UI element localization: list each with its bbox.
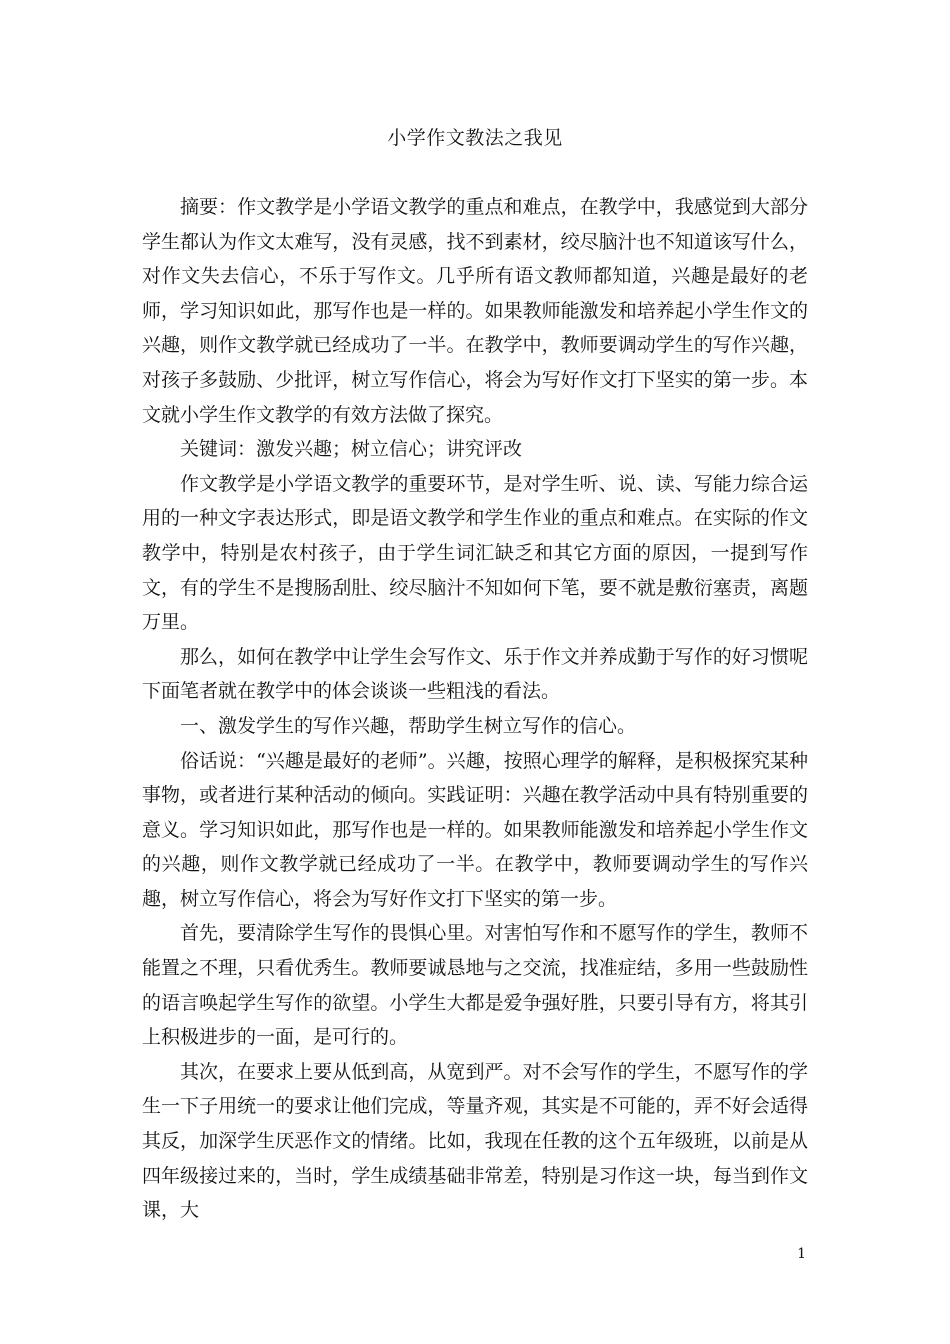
section-heading: 一、激发学生的写作兴趣，帮助学生树立写作的信心。 — [180, 714, 637, 737]
body-paragraph: 其次，在要求上要从低到高，从宽到严。对不会写作的学生，不愿写作的学生一下子用统一的要求让他们完成，等量齐观，其实是不可能的，弄不好会适得其反，加深学生厌恶作文的情绪。比如，我现在任教的这个五年级班，以前是从四年级接过来的，当时，学生成绩基础非常差，特别是习作这一块，每当到作文课，大 — [142, 1060, 808, 1222]
abstract-paragraph: 摘要：作文教学是小学语文教学的重点和难点，在教学中，我感觉到大部分学生都认为作文太难写，没有灵感，找不到素材，绞尽脑汁也不知道该写什么，对作文失去信心，不乐于写作文。几乎所有语文教师都知道，兴趣是最好的老师，学习知识如此，那写作也是一样的。如果教师能激发和培养起小学生作文的兴趣，则作文教学就已经成功了一半。在教学中，教师要调动学生的写作兴趣，对孩子多鼓励、少批评，树立写作信心，将会为写好作文打下坚实的第一步。本文就小学生作文教学的有效方法做了探究。 — [142, 196, 808, 426]
body-paragraph: 那么，如何在教学中让学生会写作文、乐于作文并养成勤于写作的好习惯呢下面笔者就在教学中的体会谈谈一些粗浅的看法。 — [142, 645, 808, 703]
body-paragraph: 俗话说：“兴趣是最好的老师”。兴趣，按照心理学的解释，是积极探究某种事物，或者进行某种活动的倾向。实践证明：兴趣在教学活动中具有特别重要的意义。学习知识如此，那写作也是一样的。如果教师能激发和培养起小学生作文的兴趣，则作文教学就已经成功了一半。在教学中，教师要调动学生的写作兴趣，树立写作信心，将会为写好作文打下坚实的第一步。 — [142, 749, 808, 910]
page-number: 1 — [797, 1246, 806, 1262]
document-body — [142, 190, 808, 1228]
body-paragraph: 首先，要清除学生写作的畏惧心里。对害怕写作和不愿写作的学生，教师不能置之不理，只看优秀生。教师要诚恳地与之交流，找准症结，多用一些鼓励性的语言唤起学生写作的欲望。小学生大都是爱争强好胜，只要引导有方，将其引上积极进步的一面，是可行的。 — [142, 922, 808, 1049]
body-paragraph: 作文教学是小学语文教学的重要环节，是对学生听、说、读、写能力综合运用的一种文字表达形式，即是语文教学和学生作业的重点和难点。在实际的作文教学中，特别是农村孩子，由于学生词汇缺乏和其它方面的原因，一提到写作文，有的学生不是搜肠刮肚、绞尽脑汁不知如何下笔，要不就是敷衍塞责，离题万里。 — [142, 472, 808, 634]
document-title: 小学作文教法之我见 — [387, 127, 563, 149]
keywords-paragraph: 关键词：激发兴趣；树立信心；讲究评改 — [180, 438, 523, 461]
